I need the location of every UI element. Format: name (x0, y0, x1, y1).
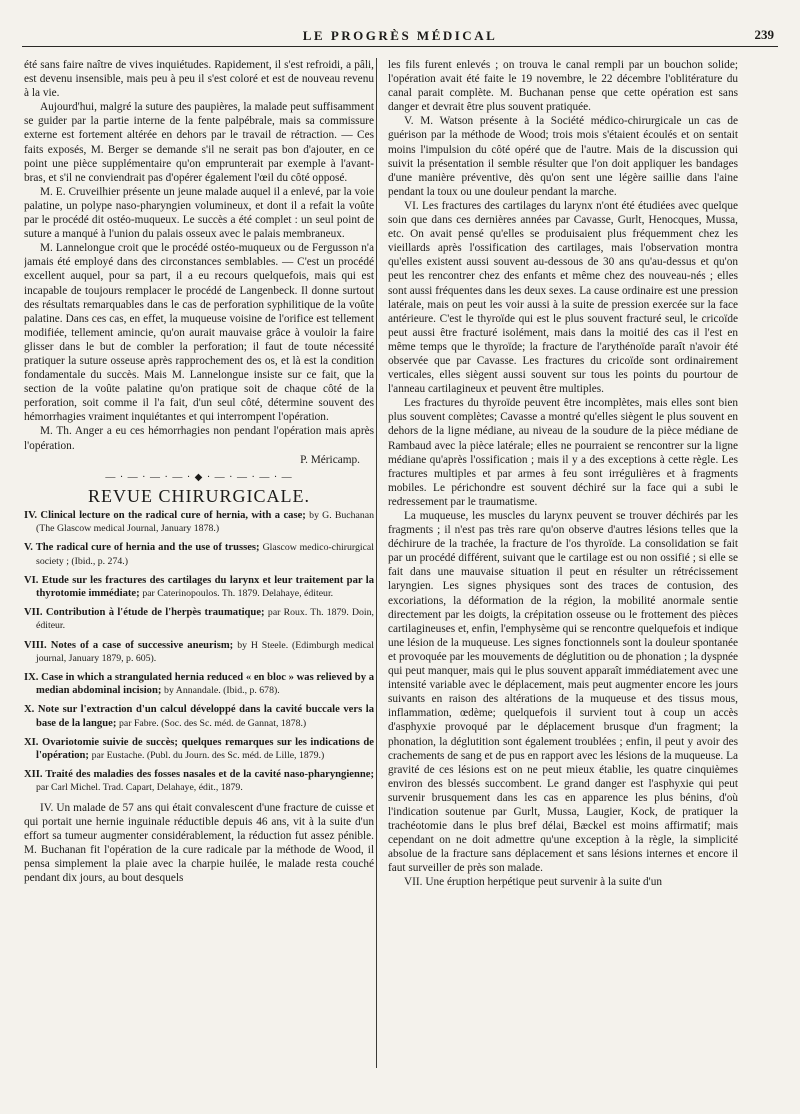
entry-title: IX. Case in which a strangulated hernia reduced « en bloc » was relieved by a median abdominal incision; (24, 671, 374, 697)
paragraph: Aujourd'hui, malgré la suture des paupières, la malade peut suffisamment se guider par la partie interne de la fente palpébrale, mais sa commissure externe est fortement altérée en dehors par le travail de rétraction. — Ces faits exposés, M. Berger se demande s'il ne serait pas bon d'ajouter, en ce point une pièce supplémentaire qu'on emprunterait par exemple à l'avant-bras, et s'il ne conviendrait pas d'opérer également l'œil du côté opposé. (24, 101, 374, 184)
bibliography-entry (24, 606, 374, 632)
bibliography-entry (24, 574, 374, 600)
entry-source: par Carl Michel. Trad. Capart, Delahaye, édit., 1879. (36, 782, 243, 794)
paragraph: M. E. Cruveilhier présente un jeune malade auquel il a enlevé, par la voie palatine, un polype naso-pharyngien volumineux, et dont il a refait la voûte par le procédé dit ostéo-muqueux. Le succès a été complet : un seul point de suture a manqué à l'union du palais osseux avec le palais membraneux. (24, 185, 374, 241)
ornament-divider: — · — · — · — · ◆ · — · — · — · — (105, 471, 293, 483)
entry-title: VII. Contribution à l'étude de l'herpès traumatique; (24, 607, 265, 619)
entry-title: IV. Clinical lecture on the radical cure of hernia, with a case; (24, 509, 306, 521)
bibliography-entry (24, 736, 374, 762)
author-signature: P. Méricamp. (300, 453, 360, 466)
paragraph: été sans faire naître de vives inquiétudes. Rapidement, il s'est refroidi, a pâli, est devenu insensible, mais peu à peu il s'est coloré et est de nouveau revenu à la vie. (24, 59, 374, 100)
bibliography-entry (24, 703, 374, 729)
entry-title: VIII. Notes of a case of successive aneurism; (24, 639, 234, 651)
section-title: REVUE CHIRURGICALE. (88, 485, 310, 506)
right-column (388, 58, 738, 1094)
entry-source: by Annandale. (Ibid., p. 678). (164, 685, 280, 697)
bibliography-entry (24, 671, 374, 697)
bibliography-entry (24, 768, 374, 794)
page-header (22, 24, 778, 47)
entry-title: XII. Traité des maladies des fosses nasales et de la cavité naso-pharyngienne; (24, 769, 374, 781)
entry-title: X. Note sur l'extraction d'un calcul développé dans la cavité buccale vers la base de la langue; (24, 704, 374, 729)
bibliography-entry (24, 509, 374, 535)
bibliography-entry (24, 541, 374, 567)
entry-title: XI. Ovariotomie suivie de succès; quelques remarques sur les indications de l'opération; (24, 736, 374, 761)
running-title: LE PROGRÈS MÉDICAL (302, 28, 498, 43)
paragraph: VI. Les fractures des cartilages du larynx n'ont été étudiées avec quelque soin que dans ces dernières années par Cavasse, Gurlt, Henocques, Mussa, etc. On avait pensé qu'elles se produisaient plus fréquemment chez les vieillards après l'ossification des cartilages, mais l'observation montra qu'elles existent aussi souvent au-dessous de 30 ans qu'au-dessus et qu'on peut les rencontrer chez des enfants et même chez des nouveau-nés ; elles sont aussi fréquentes dans les deux sexes. La cause ordinaire est une pression latérale, mais on peut les voir aussi à la suite de pression exercée sur la face antérieure. C'est le thyroïde qui est le plus souvent fracturé seul, le cricoïde peut aussi être fracturé isolément, mais dans la moitié des cas il l'est en même temps que le thyroïde; la fracture de l'arythénoïde paraît n'avoir été observée que par Cavasse. Les fractures du cricoïde sont ordinairement verticales, elles siègent aussi souvent sur tous les points du pourtour de l'anneau cartilagineux et peuvent être multiples. (388, 199, 738, 396)
paragraph: VII. Une éruption herpétique peut survenir à la suite d'un (404, 876, 663, 889)
entry-source: by G. Buchanan (The Glascow medical Journal, January 1878.) (36, 509, 374, 535)
entry-title: VI. Etude sur les fractures des cartilages du larynx et leur traitement par la thyrotomie immédiate; (24, 574, 374, 599)
entry-source: par Caterinopoulos. Th. 1879. Delahaye, éditeur. (142, 587, 334, 599)
entry-source: Glascow medico-chirurgical society ; (Ibid., p. 274.) (36, 542, 374, 567)
entry-title: V. The radical cure of hernia and the use of trusses; (24, 542, 260, 554)
entry-source: par Roux. Th. 1879. Doin, éditeur. (36, 607, 374, 632)
paragraph: IV. Un malade de 57 ans qui était convalescent d'une fracture de cuisse et qui portait une hernie inguinale réductible depuis 46 ans, vit à la suite d'un effort sa tumeur augmenter considérablement, la réduction fut assez pénible. M. Buchanan fit l'opération de la cure radicale par la méthode de Wood, il pensa simplement la plaie avec la charpie huilée, le malade resta couché pendant dix jours, au bout desquels (24, 801, 374, 885)
column-divider (376, 58, 377, 1068)
paragraph: La muqueuse, les muscles du larynx peuvent se trouver déchirés par les fragments ; il n'est pas très rare qu'on observe d'autres lésions telles que la déchirure de la trachée, la fracture de l'os thyroïde. La consolidation se fait par un procédé différent, suivant que le cartilage est ou non ossifié ; si elle se fait dans une mauvaise situation il peut en résulter un rétrécissement laryngien. Les signes physiques sont des traces de contusion, des excoriations, la déformation de la région, la mobilité anormale sentie directement par les doigts, la crépitation osseuse ou le frottement des pièces cartilagineuses et, enfin, l'emphysème qui se rencontre quelquefois et indique une lésion de la muqueuse. Les signes fonctionnels sont la douleur spontanée et provoquée par les mouvements de déglutition ou de phonation ; la dyspnée qui peut manquer, mais qui le plus souvent apparaît immédiatement avec une intensité variable avec le déplacement, mais peut augmenter encore les jours suivants en raison des altérations de la muqueuse et des tissus mous, inflammation, œdème; quelquefois il survient tout à coup un accès d'asphyxie provoqué par le déplacement brusque d'un fragment; la phonation, la déglutition sont également troublées ; enfin, il peut y avoir des crachements de sang et de pus en rapport avec les lésions de la muqueuse. La gravité de ces lésions est on ne peut mieux établie, les quatre cinquièmes environ des blessés succombent. Le grand danger est l'asphyxie qui peut survenir brusquement dans les cas en apparence les plus bénins, d'où l'indication soutenue par Gurlt, Mussa, Laugier, Kock, de pratiquer la trachéotomie dans le plus bref délai, Bæckel est moins affirmatif; mais cependant on ne doit admettre qu'une exception à la règle, la simplicité absolue de la fracture sans déplacement et sans lésions internes et encore il faut surveiller de près son malade. (388, 510, 738, 875)
paragraph: M. Lannelongue croit que le procédé ostéo-muqueux ou de Fergusson n'a jamais été employé dans des circonstances semblables. — C'est un procédé excellent auquel, pour sa part, il a eu recours quelquefois, mais qui est incapable de toujours remplacer le procédé de Langenbeck. Il donne surtout des résultats remarquables dans le cas de perforation syphilitique de la voûte palatine. Dans ces cas, en effet, la muqueuse voisine de l'orifice est tellement modifiée, tellement amincie, qu'on aurait mauvaise grâce à vouloir la faire glisser dans le but de combler la perforation; il faut de toute nécessité pratiquer la suture osseuse après rapprochement des os, et là est la condition fondamentale du succès. Mais M. Lannelongue insiste sur ce fait, que la section de la voûte palatine qu'on pratique soit de chaque côté de la perforation, soit comme il l'a fait, d'un seul côté, détermine souvent des hémorrhagies vraiment inquiétantes et qui interrompent l'opération. (24, 242, 374, 424)
page-number: 239 (754, 27, 774, 42)
entry-source: par Fabre. (Soc. des Sc. méd. de Gannat, 1878.) (119, 717, 307, 729)
paragraph: V. M. Watson présente à la Société médico-chirurgicale un cas de guérison par la méthode de Wood; trois mois s'étaient écoulés et on sentait moins l'impulsion du côté opéré que de l'autre. Mais de la discussion qui suivit la présentation il semble résulter que l'on doit appliquer les bandages d'une manière préventive, dès qu'on sent une légère saillie dans l'aine pendant la toux ou une douleur pendant la marche. (388, 115, 738, 198)
left-column (24, 58, 374, 1094)
paragraph: M. Th. Anger a eu ces hémorrhagies non pendant l'opération mais après l'opération. (24, 425, 374, 452)
bibliography-entry (24, 639, 374, 665)
entry-source: par Eustache. (Publ. du Journ. des Sc. méd. de Lille, 1879.) (91, 749, 325, 761)
entry-source: by H Steele. (Edimburgh medical journal, January 1879, p. 605). (36, 639, 374, 664)
paragraph: les fils furent enlevés ; on trouva le canal rempli par un bouchon solide; l'opération avait été faite le 19 novembre, le 22 décembre l'oblitérature du canal parait complète. M. Buchanan pense que cette opération est sans danger et devrait être plus souvent pratiquée. (388, 59, 738, 114)
paragraph: Les fractures du thyroïde peuvent être incomplètes, mais elles sont bien plus souvent complètes; Cavasse a montré qu'elles siègent le plus souvent en dehors de la ligne médiane, au niveau de la soudure de la pièce médiane de Rambaud avec la pièce latérale; elles ne pourraient se rencontrer sur la ligne médiane qu'après l'ossification ; mais il y a des exceptions à cette règle. Les fractures multiples et par armes à feu sont irrégulières et à fragments mobiles. Le périchondre est souvent déchiré sur la face qui a subi le redressement par le traumatisme. (388, 397, 738, 508)
